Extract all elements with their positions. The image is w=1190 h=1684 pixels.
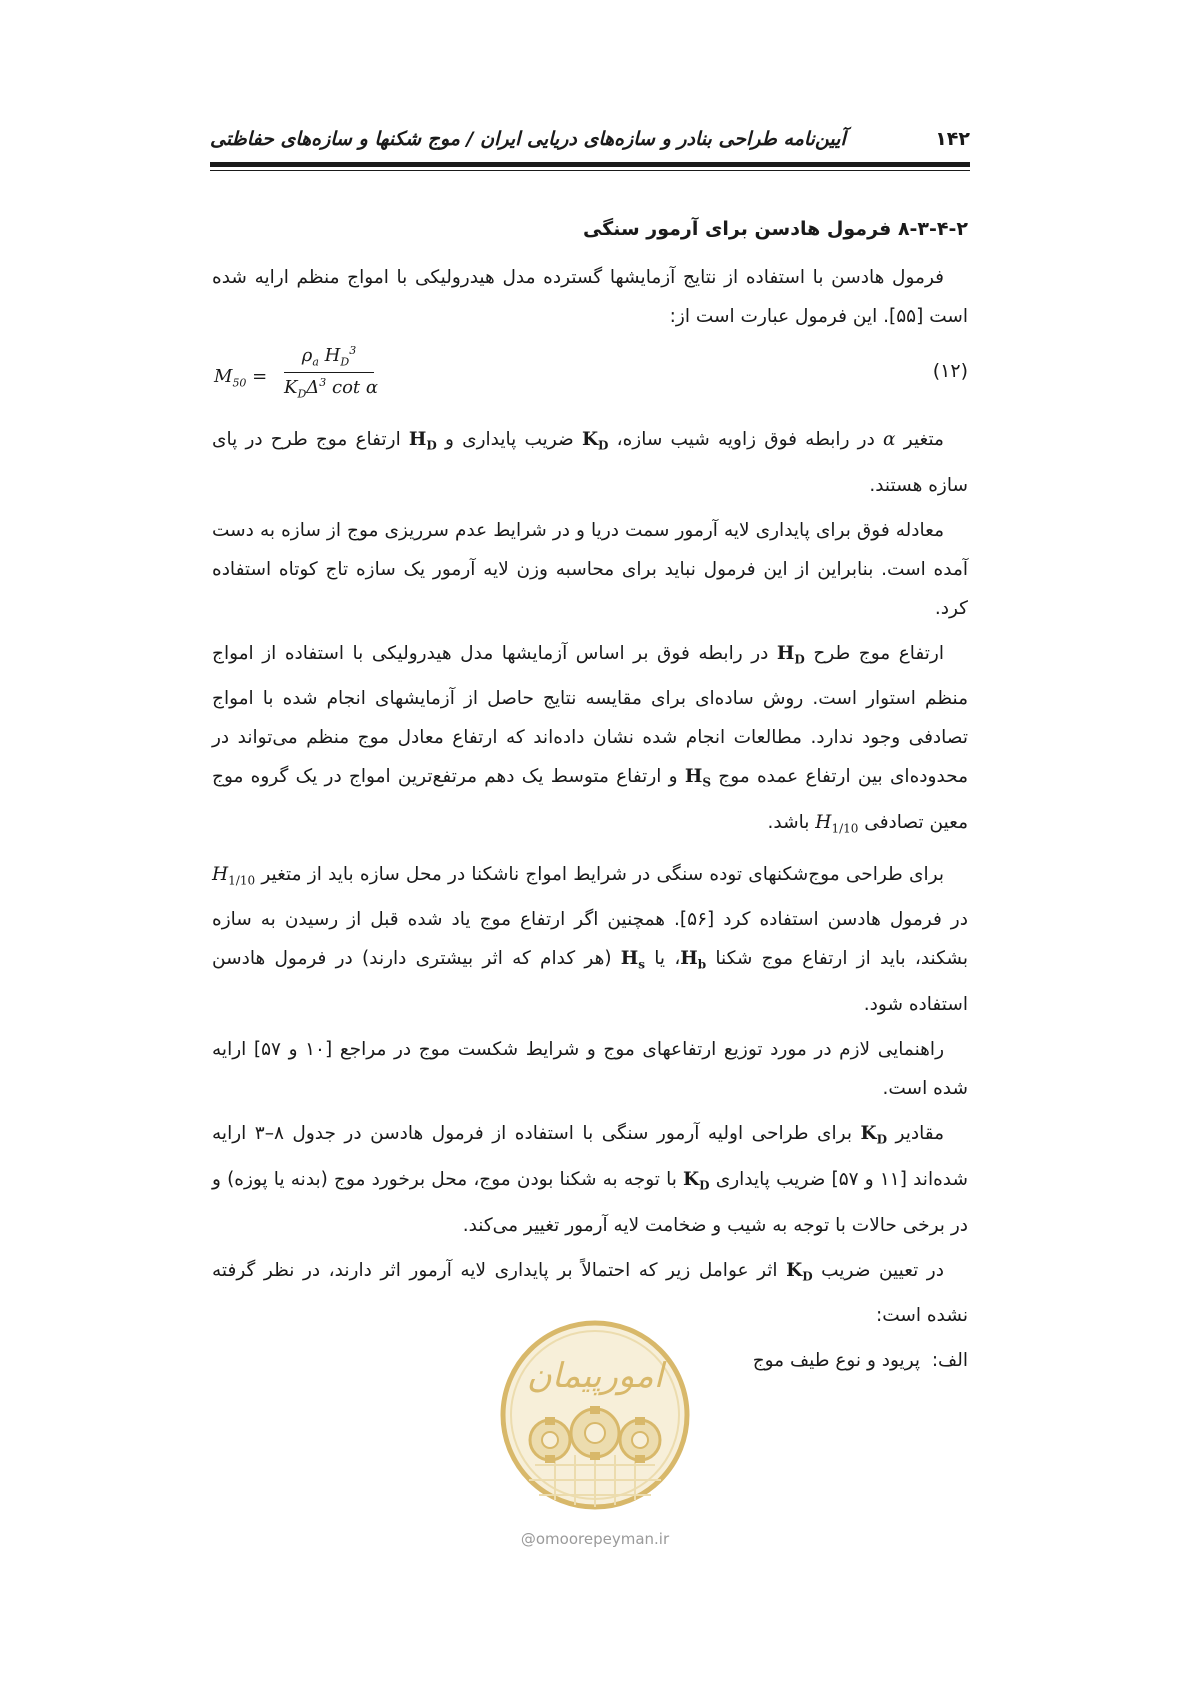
paragraph-overtopping: معادله فوق برای پایداری لایه آرمور سمت دریا و در شرایط عدم سرریزی موج از سازه به دست آمده است. بنابراین از این فرمول نباید برای محاسبه وزن لایه آرمور یک سازه تاج کوتاه استفاده کرد. — [212, 519, 968, 619]
page-number: ۱۴۲ — [935, 128, 970, 150]
formula-numerator: $\rho_a$ $H_D^3$ — [284, 344, 374, 373]
logo-emblem-icon — [495, 1315, 695, 1530]
logo-text: امورپیمان — [526, 1356, 664, 1396]
paragraph-design-wave: ارتفاع موج طرح $H_D$ در رابطه فوق بر اساس آزمایشها مدل هیدرولیکی با استفاده از امواج منظم استوار است. روش ساده‌ای برای مقایسه نتایج حاصل از آزمایشهای انجام شده با امواج تصادفی وجود ندارد. مطالعات انجام شده نشان داده‌اند که ارتفاع معادل موج منظم می‌تواند در محدوده‌ای بین ارتفاع عمده موج $H_S$ و ارتفاع متوسط یک دهم مرتفع‌ترین امواج در یک گروه موج معین تصادفی $H_{1/10}$ باشد. — [212, 642, 969, 836]
running-title: آیین‌نامه طراحی بنادر و سازه‌های دریایی ایران / موج شکنها و سازه‌های حفاظتی — [210, 128, 846, 150]
equation-12 — [212, 342, 968, 412]
page-header — [210, 128, 970, 156]
formula-lhs: $M_{50}$ = — [214, 366, 268, 390]
logo-caption: @omoorepeyman.ir — [520, 1530, 670, 1548]
list-item-label: الف: — [931, 1350, 968, 1372]
watermark-logo — [495, 1315, 695, 1530]
paragraph-kd-values: مقادیر $K_D$ برای طراحی اولیه آرمور سنگی با استفاده از فرمول هادسن در جدول ۸–۳ ارایه شده‌اند [۱۱ و ۵۷] ضریب پایداری $K_D$ با توجه به شکنا بودن موج، محل برخورد موج (بدنه یا پوزه) و در برخی حالات با توجه به شیب و ضخامت لایه آرمور تغییر می‌کند. — [212, 1123, 968, 1236]
header-rule-thick — [210, 162, 970, 167]
formula-fraction — [284, 344, 379, 401]
equation-number: (۱۲) — [932, 360, 968, 382]
paragraph-variables: متغیر α در رابطه فوق زاویه شیب سازه، $K_D$ ضریب پایداری و $H_D$ ارتفاع موج طرح در پای سازه هستند. — [212, 429, 968, 496]
list-item-text: پریود و نوع طیف موج — [752, 1350, 921, 1372]
paragraph-kd-factors: در تعیین ضریب $K_D$ اثر عوامل زیر که احتمالاً بر پایداری لایه آرمور اثر دارند، در نظر گرفته نشده است: — [212, 1259, 968, 1327]
header-rule-thin — [210, 170, 970, 171]
section-heading: ۸-۳-۴-۲ فرمول هادسن برای آرمور سنگی — [582, 218, 968, 240]
paragraph-guidance: راهنمایی لازم در مورد توزیع ارتفاعهای موج و شرایط شکست موج در مراجع [۱۰ و ۵۷] ارایه شده است. — [212, 1039, 968, 1100]
paragraph-rubble-mound: برای طراحی موج‌شکنهای توده سنگی در شرایط امواج ناشکنا در محل سازه باید از متغیر $H_{1/10}$ در فرمول هادسن استفاده کرد [۵۶]. همچنین اگر ارتفاع موج یاد شده قبل از رسیدن به سازه بشکند، باید از ارتفاع موج شکنا $H_b،$ یا $H_s$ (هر کدام که اثر بیشتری دارند) در فرمول هادسن استفاده شود. — [212, 863, 968, 1016]
formula-denominator: $K_D\Delta^3$ cot α — [284, 375, 379, 401]
body-content — [212, 214, 968, 1380]
paragraph-intro: فرمول هادسن با استفاده از نتایج آزمایشها گسترده مدل هیدرولیکی با امواج منظم ارایه شده است [۵۵]. این فرمول عبارت است از: — [212, 267, 968, 327]
